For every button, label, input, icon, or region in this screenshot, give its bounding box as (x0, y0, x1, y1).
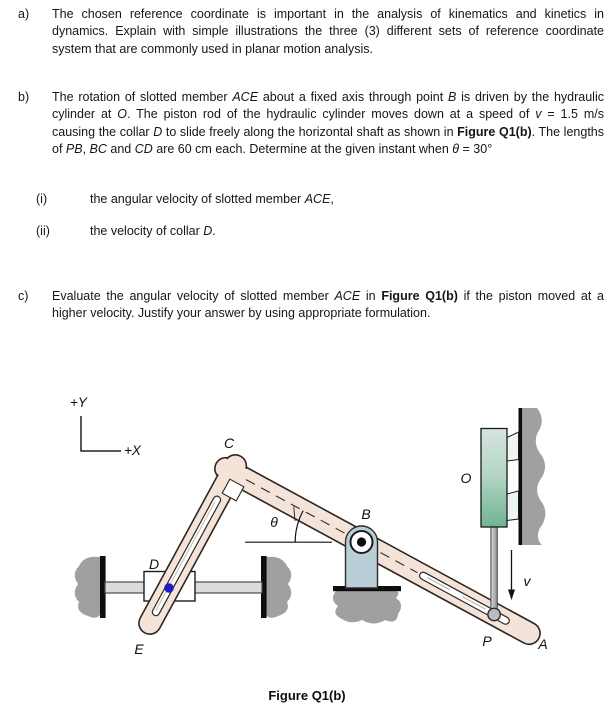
label-p: P (482, 633, 492, 649)
axis-y-label: +Y (70, 395, 87, 410)
label-d: D (148, 556, 160, 572)
cylinder-mount-bottom (507, 491, 519, 521)
question-a (18, 6, 604, 58)
figure-caption: Figure Q1(b) (268, 688, 346, 703)
right-wall-hatch (521, 408, 545, 545)
subitem-i (36, 191, 334, 208)
label-v: v (523, 573, 531, 589)
question-b-label: b) (18, 90, 30, 104)
subitem-ii-label: (ii) (36, 224, 50, 238)
subitem-ii (36, 223, 216, 240)
question-b-text: The rotation of slotted member ACE about a fixed axis through point B is driven by the hydraulic cylinder at O. The piston rod of the hydraulic cylinder moves down at a speed of v = 1.5 m/s causing the collar D to slide freely along the horizontal shaft as shown in Figure Q1(b). The lengths of PB, BC and CD are 60 cm each. Determine at the given instant when θ = 30° (52, 90, 604, 156)
velocity-arrow (508, 550, 515, 600)
label-e: E (134, 641, 144, 657)
right-wall-bar (519, 408, 523, 545)
label-c: C (223, 435, 235, 451)
question-c (18, 288, 604, 323)
label-b: B (361, 506, 371, 522)
subitem-ii-text: the velocity of collar D. (90, 224, 216, 238)
coordinate-axes (81, 416, 121, 451)
question-a-text: The chosen reference coordinate is important in the analysis of kinematics and kinetics in dynamics. Explain with simple illustrations the three (3) different sets of reference coordinate system that are commonly used in planar motion analysis. (52, 7, 604, 56)
pin-b-center (357, 537, 366, 546)
piston-rod (491, 525, 497, 615)
hydraulic-cylinder (481, 429, 507, 528)
pin-d (164, 583, 174, 593)
question-c-label: c) (18, 289, 29, 303)
question-c-text: Evaluate the angular velocity of slotted member ACE in Figure Q1(b) if the piston moved at a higher velocity. Justify your answer by using appropriate formulation. (52, 289, 605, 321)
question-b (18, 89, 604, 158)
axis-x-label: +X (124, 443, 141, 458)
subitem-i-label: (i) (36, 192, 48, 206)
label-a: A (538, 636, 548, 652)
label-theta: θ (270, 514, 278, 530)
subitem-i-text: the angular velocity of slotted member ACE, (90, 192, 334, 206)
figure-q1b-diagram (0, 380, 614, 670)
cylinder-mount-top (507, 432, 519, 461)
right-support-hatch (266, 557, 291, 618)
question-a-label: a) (18, 7, 30, 21)
label-o: O (460, 470, 472, 486)
left-support-hatch (75, 557, 100, 618)
ground-hatch-b (333, 591, 401, 624)
pin-p (488, 608, 500, 620)
